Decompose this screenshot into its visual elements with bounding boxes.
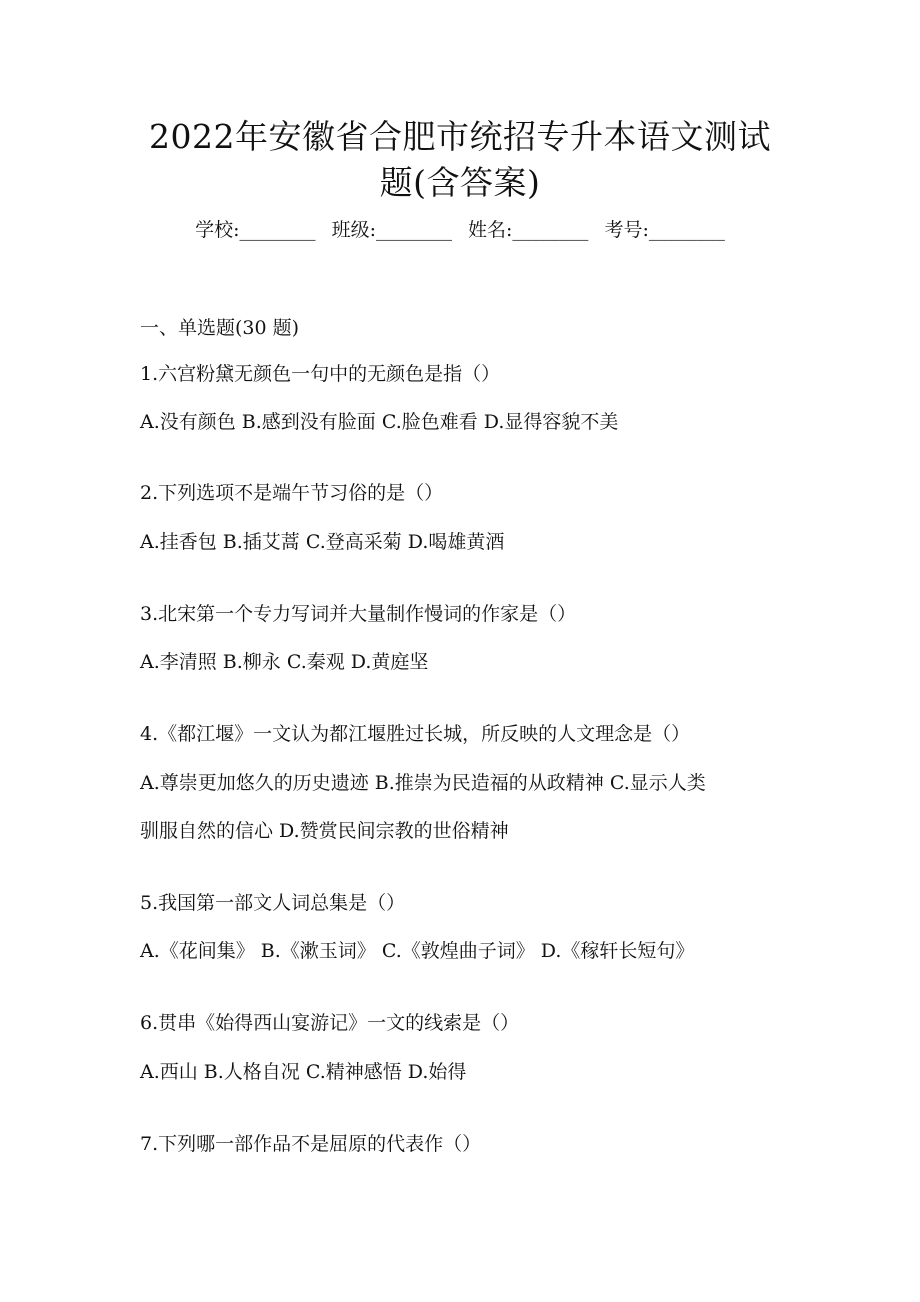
document-title-line-2: 题(含答案) <box>379 163 541 202</box>
question-4-options-line-1: A.尊崇更加悠久的历史遗迹 B.推崇为民造福的从政精神 C.显示人类 <box>140 772 706 794</box>
question-5-options: A.《花间集》 B.《漱玉词》 C.《敦煌曲子词》 D.《稼轩长短句》 <box>140 940 695 962</box>
question-4-options-line-2: 驯服自然的信心 D.赞赏民间宗教的世俗精神 <box>140 820 509 842</box>
question-6-options: A.西山 B.人格自况 C.精神感悟 D.始得 <box>140 1061 467 1083</box>
question-1-stem: 1.六宫粉黛无颜色一句中的无颜色是指（） <box>140 363 501 385</box>
question-3-options: A.李清照 B.柳永 C.秦观 D.黄庭坚 <box>140 651 429 673</box>
question-3-stem: 3.北宋第一个专力写词并大量制作慢词的作家是（） <box>140 603 577 625</box>
class-field: 班级:________ <box>331 219 452 241</box>
question-4-stem: 4.《都江堰》一文认为都江堰胜过长城，所反映的人文理念是（） <box>140 723 691 745</box>
question-1-options: A.没有颜色 B.感到没有脸面 C.脸色难看 D.显得容貌不美 <box>140 411 619 433</box>
document-title-line-1: 2022年安徽省合肥市统招专升本语文测试 <box>149 117 771 156</box>
name-field: 姓名:________ <box>468 219 589 241</box>
question-2-stem: 2.下列选项不是端午节习俗的是（） <box>140 482 444 504</box>
question-2-options: A.挂香包 B.插艾蒿 C.登高采菊 D.喝雄黄酒 <box>140 531 505 553</box>
exam-number-field: 考号:________ <box>604 219 725 241</box>
question-5-stem: 5.我国第一部文人词总集是（） <box>140 892 406 914</box>
student-info-line <box>0 215 920 245</box>
school-field: 学校:________ <box>195 219 316 241</box>
question-6-stem: 6.贯串《始得西山宴游记》一文的线索是（） <box>140 1012 520 1034</box>
question-7-stem: 7.下列哪一部作品不是屈原的代表作（） <box>140 1133 482 1155</box>
section-heading: 一、单选题(30 题) <box>140 317 300 339</box>
